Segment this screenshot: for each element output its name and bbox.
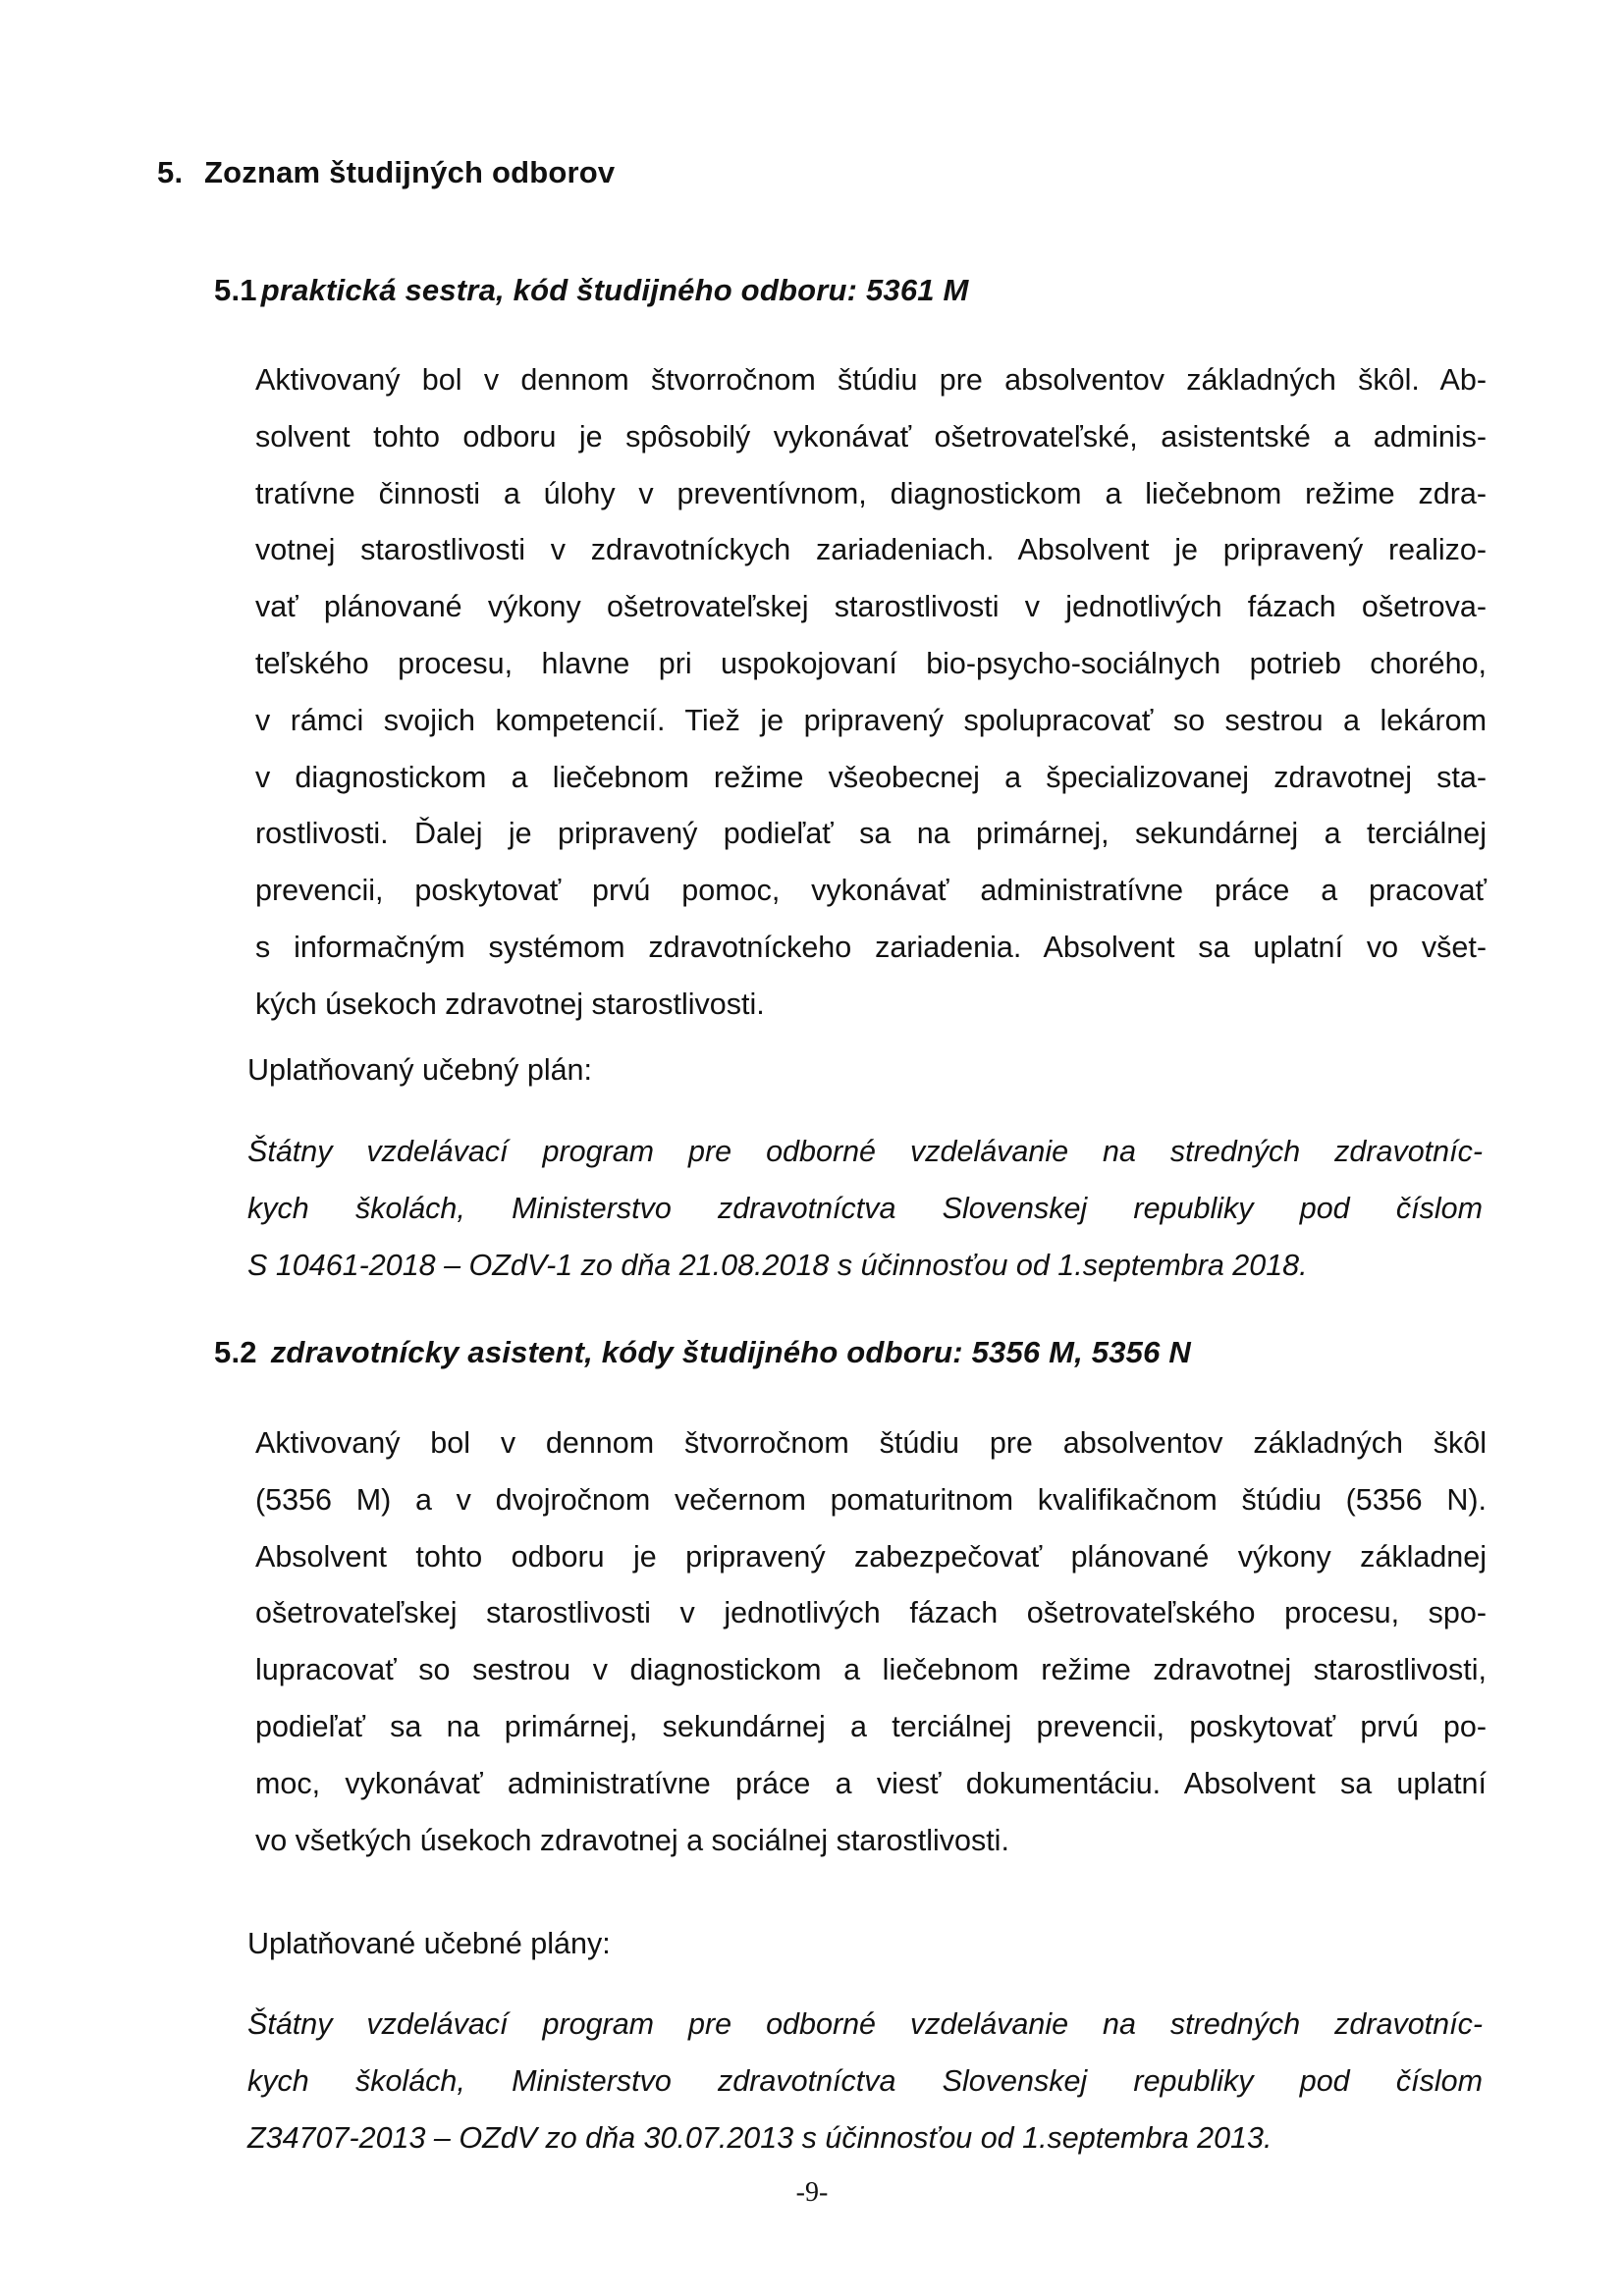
text-line: Absolvent tohto odboru je pripravený zabezpečovať plánované výkony základnej bbox=[255, 1539, 1487, 1574]
plan-text-5-2 bbox=[247, 1996, 1483, 2166]
subsection-title: praktická sestra, kód študijného odboru: 5361 M bbox=[260, 273, 969, 307]
text-line: lupracovať so sestrou v diagnostickom a liečebnom režime zdravotnej starostlivosti, bbox=[255, 1653, 1487, 1687]
text-line: Štátny vzdelávací program pre odborné vzdelávanie na stredných zdravotníc- bbox=[247, 2007, 1483, 2041]
section-number: 5. bbox=[157, 155, 184, 189]
text-line: ošetrovateľskej starostlivosti v jednotlivých fázach ošetrovateľského procesu, spo- bbox=[255, 1596, 1487, 1630]
text-line: Štátny vzdelávací program pre odborné vzdelávanie na stredných zdravotníc- bbox=[247, 1135, 1483, 1168]
text-line: rostlivosti. Ďalej je pripravený podieľať sa na primárnej, sekundárnej a terciálnej bbox=[255, 817, 1487, 851]
text-line: vať plánované výkony ošetrovateľskej starostlivosti v jednotlivých fázach ošetrova- bbox=[255, 590, 1487, 624]
text-line: votnej starostlivosti v zdravotníckych zariadeniach. Absolvent je pripravený realizo- bbox=[255, 533, 1487, 567]
section-title: Zoznam študijných odborov bbox=[204, 155, 616, 189]
plan-text-5-1 bbox=[247, 1123, 1483, 1294]
text-line: teľského procesu, hlavne pri uspokojovaní bio-psycho-sociálnych potrieb chorého, bbox=[255, 646, 1487, 680]
text-line: kych školách, Ministerstvo zdravotníctva Slovenskej republiky pod číslom bbox=[247, 2064, 1483, 2098]
subsection-title: zdravotnícky asistent, kódy študijného odboru: 5356 M, 5356 N bbox=[270, 1335, 1191, 1369]
text-line: (5356 M) a v dvojročnom večernom pomaturitnom kvalifikačnom štúdiu (5356 N). bbox=[255, 1482, 1487, 1517]
text-line: moc, vykonávať administratívne práce a viesť dokumentáciu. Absolvent sa uplatní bbox=[255, 1766, 1487, 1800]
text-line: S 10461-2018 – OZdV-1 zo dňa 21.08.2018 s účinnosťou od 1.septembra 2018. bbox=[247, 1249, 1308, 1282]
section-heading bbox=[157, 155, 615, 190]
text-line: Aktivovaný bol v dennom štvorročnom štúdiu pre absolventov základných škôl bbox=[255, 1426, 1487, 1460]
subsection-number: 5.2 bbox=[214, 1335, 257, 1369]
text-line: v rámci svojich kompetencií. Tiež je pripravený spolupracovať so sestrou a lekárom bbox=[255, 703, 1487, 737]
text-line: podieľať sa na primárnej, sekundárnej a terciálnej prevencii, poskytovať prvú po- bbox=[255, 1709, 1487, 1743]
subsection-number: 5.1 bbox=[214, 273, 257, 307]
text-line: vo všetkých úsekoch zdravotnej a sociálnej starostlivosti. bbox=[255, 1823, 1009, 1857]
paragraph-5-1 bbox=[255, 352, 1487, 1034]
subsection-heading-5-2 bbox=[214, 1335, 1191, 1370]
plan-label-5-1: Uplatňovaný učebný plán: bbox=[247, 1053, 592, 1087]
page-number: -9- bbox=[795, 2177, 829, 2208]
plan-label-5-2: Uplatňované učebné plány: bbox=[247, 1927, 611, 1960]
subsection-heading-5-1 bbox=[214, 273, 969, 308]
text-line: kých úsekoch zdravotnej starostlivosti. bbox=[255, 987, 765, 1021]
text-line: Aktivovaný bol v dennom štvorročnom štúdiu pre absolventov základných škôl. Ab- bbox=[255, 363, 1487, 397]
text-line: Z34707-2013 – OZdV zo dňa 30.07.2013 s účinnosťou od 1.septembra 2013. bbox=[247, 2121, 1272, 2155]
text-line: v diagnostickom a liečebnom režime všeobecnej a špecializovanej zdravotnej sta- bbox=[255, 760, 1487, 794]
text-line: s informačným systémom zdravotníckeho zariadenia. Absolvent sa uplatní vo všet- bbox=[255, 930, 1487, 964]
text-line: prevencii, poskytovať prvú pomoc, vykonávať administratívne práce a pracovať bbox=[255, 874, 1487, 908]
text-line: kych školách, Ministerstvo zdravotníctva Slovenskej republiky pod číslom bbox=[247, 1192, 1483, 1225]
text-line: solvent tohto odboru je spôsobilý vykonávať ošetrovateľské, asistentské a adminis- bbox=[255, 419, 1487, 454]
paragraph-5-2 bbox=[255, 1415, 1487, 1869]
text-line: tratívne činnosti a úlohy v preventívnom, diagnostickom a liečebnom režime zdra- bbox=[255, 476, 1487, 510]
